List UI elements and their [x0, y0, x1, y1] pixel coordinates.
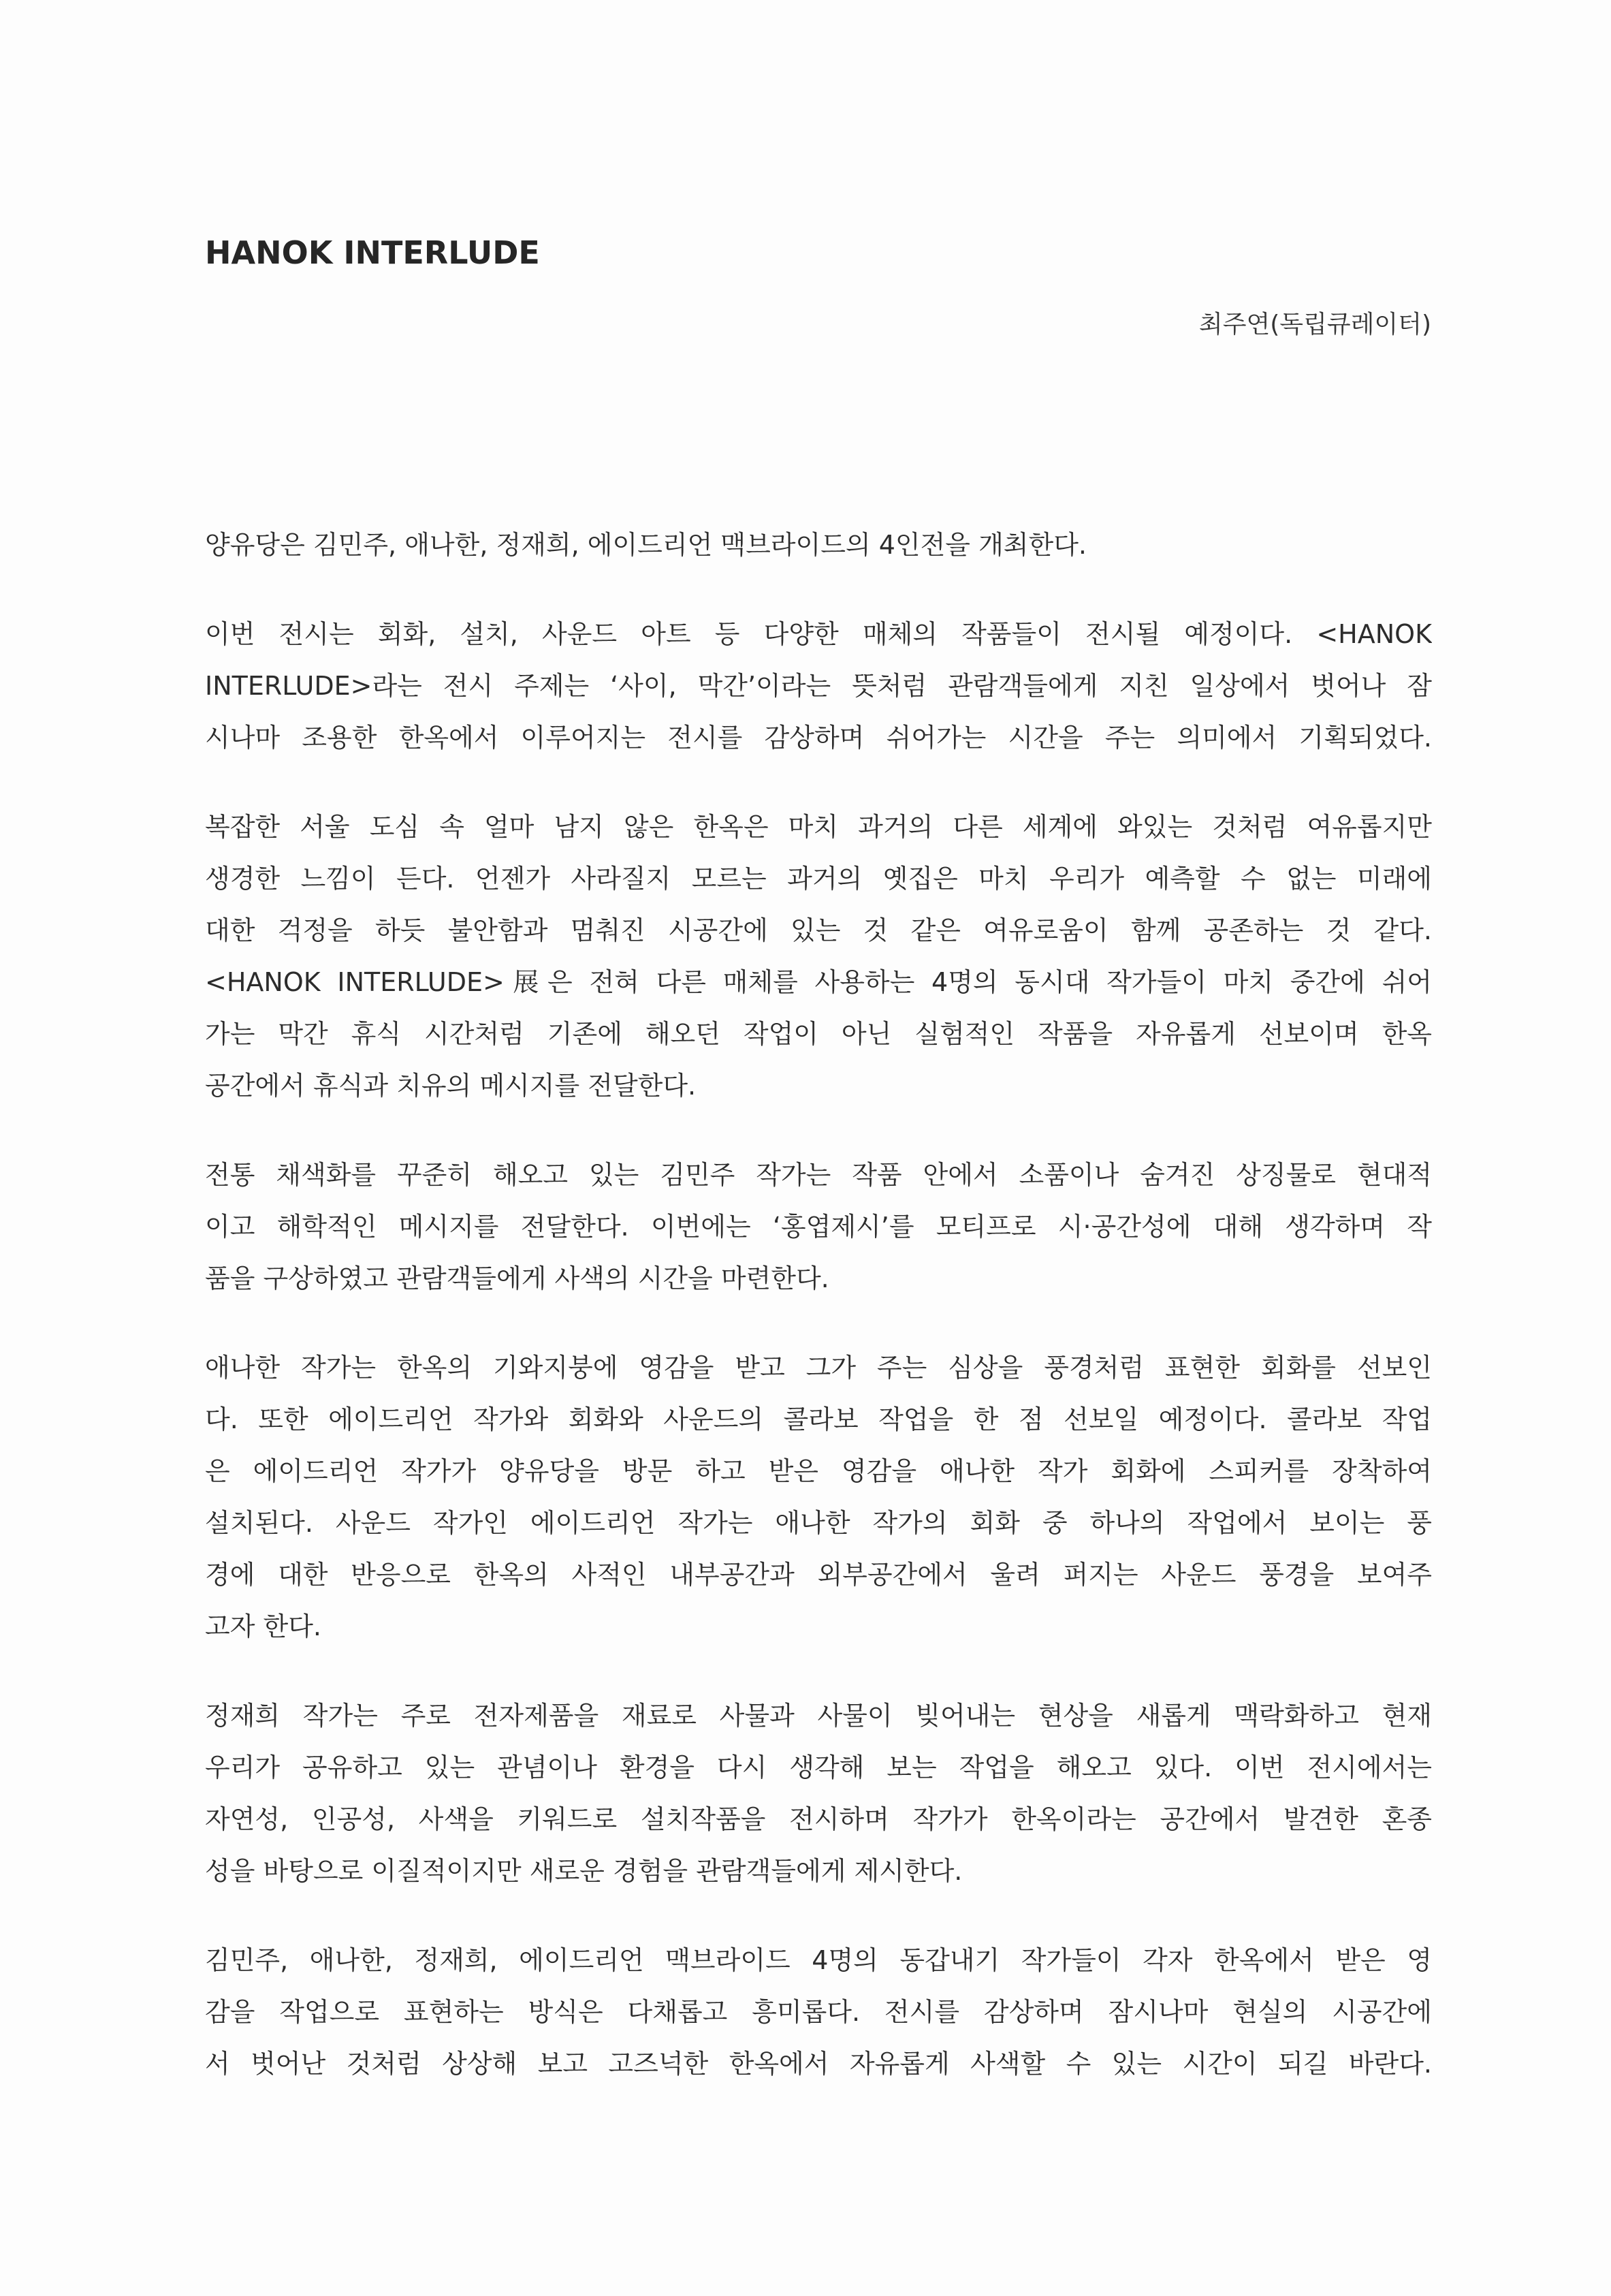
text-line: 품을 구상하였고 관람객들에게 사색의 시간을 마련한다.	[205, 1263, 829, 1293]
text-line: 애나한 작가는 한옥의 기와지붕에 영감을 받고 그가 주는 심상을 풍경처럼 표현한 회화를 선보인	[205, 1353, 1432, 1383]
paragraph	[205, 1934, 1432, 2090]
body-text	[205, 519, 1432, 2127]
text-line: 고자 한다.	[205, 1611, 321, 1641]
text-line: 김민주, 애나한, 정재희, 에이드리언 맥브라이드 4명의 동갑내기 작가들이 각자 한옥에서 받은 영	[205, 1945, 1432, 1975]
paragraph	[205, 608, 1432, 764]
text-line: 은 에이드리언 작가가 양유당을 방문 하고 받은 영감을 애나한 작가 회화에 스피커를 장착하여	[205, 1456, 1432, 1486]
text-line: 복잡한 서울 도심 속 얼마 남지 않은 한옥은 마치 과거의 다른 세계에 와있는 것처럼 여유롭지만	[205, 812, 1432, 842]
paragraph	[205, 1690, 1432, 1897]
text-line: 대한 걱정을 하듯 불안함과 멈춰진 시공간에 있는 것 같은 여유로움이 함께 공존하는 것 같다.	[205, 915, 1432, 945]
text-line: 생경한 느낌이 든다. 언젠가 사라질지 모르는 과거의 옛집은 마치 우리가 예측할 수 없는 미래에	[205, 864, 1432, 894]
text-line: 정재희 작가는 주로 전자제품을 재료로 사물과 사물이 빚어내는 현상을 새롭게 맥락화하고 현재	[205, 1701, 1432, 1731]
text-line: 서 벗어난 것처럼 상상해 보고 고즈넉한 한옥에서 자유롭게 사색할 수 있는 시간이 되길 바란다.	[205, 2049, 1432, 2079]
paragraph	[205, 1149, 1432, 1304]
paragraph	[205, 1342, 1432, 1652]
text-line: 설치된다. 사운드 작가인 에이드리언 작가는 애나한 작가의 회화 중 하나의 작업에서 보이는 풍	[205, 1508, 1432, 1538]
text-line: 다. 또한 에이드리언 작가와 회화와 사운드의 콜라보 작업을 한 점 선보일 예정이다. 콜라보 작업	[205, 1404, 1432, 1434]
text-line: 가는 막간 휴식 시간처럼 기존에 해오던 작업이 아닌 실험적인 작품을 자유롭게 선보이며 한옥	[205, 1019, 1432, 1049]
paragraph	[205, 801, 1432, 1112]
document-title: HANOK INTERLUDE	[205, 234, 540, 271]
text-line: 우리가 공유하고 있는 관념이나 환경을 다시 생각해 보는 작업을 해오고 있다. 이번 전시에서는	[205, 1752, 1432, 1782]
text-line: 감을 작업으로 표현하는 방식은 다채롭고 흥미롭다. 전시를 감상하며 잠시나마 현실의 시공간에	[205, 1997, 1432, 2027]
text-line: 경에 대한 반응으로 한옥의 사적인 내부공간과 외부공간에서 울려 퍼지는 사운드 풍경을 보여주	[205, 1560, 1432, 1590]
text-line: 이고 해학적인 메시지를 전달한다. 이번에는 ‘홍엽제시’를 모티프로 시·공간성에 대해 생각하며 작	[205, 1212, 1432, 1242]
text-line: 자연성, 인공성, 사색을 키워드로 설치작품을 전시하며 작가가 한옥이라는 공간에서 발견한 혼종	[205, 1804, 1432, 1834]
text-line: <HANOK INTERLUDE>展은 전혀 다른 매체를 사용하는 4명의 동시대 작가들이 마치 중간에 쉬어	[205, 967, 1432, 997]
author-credit: 최주연(독립큐레이터)	[1198, 311, 1431, 339]
text-line: 양유당은 김민주, 애나한, 정재희, 에이드리언 맥브라이드의 4인전을 개최한다.	[205, 530, 1087, 560]
text-line: 이번 전시는 회화, 설치, 사운드 아트 등 다양한 매체의 작품들이 전시될 예정이다. <HANOK	[205, 619, 1432, 649]
text-line: INTERLUDE>라는 전시 주제는 ‘사이, 막간’이라는 뜻처럼 관람객들에게 지친 일상에서 벗어나 잠	[205, 671, 1432, 701]
text-line: 시나마 조용한 한옥에서 이루어지는 전시를 감상하며 쉬어가는 시간을 주는 의미에서 기획되었다.	[205, 723, 1432, 753]
text-line: 전통 채색화를 꾸준히 해오고 있는 김민주 작가는 작품 안에서 소품이나 숨겨진 상징물로 현대적	[205, 1160, 1432, 1190]
text-line: 성을 바탕으로 이질적이지만 새로운 경험을 관람객들에게 제시한다.	[205, 1856, 963, 1886]
paragraph	[205, 519, 1432, 571]
text-line: 공간에서 휴식과 치유의 메시지를 전달한다.	[205, 1071, 697, 1101]
